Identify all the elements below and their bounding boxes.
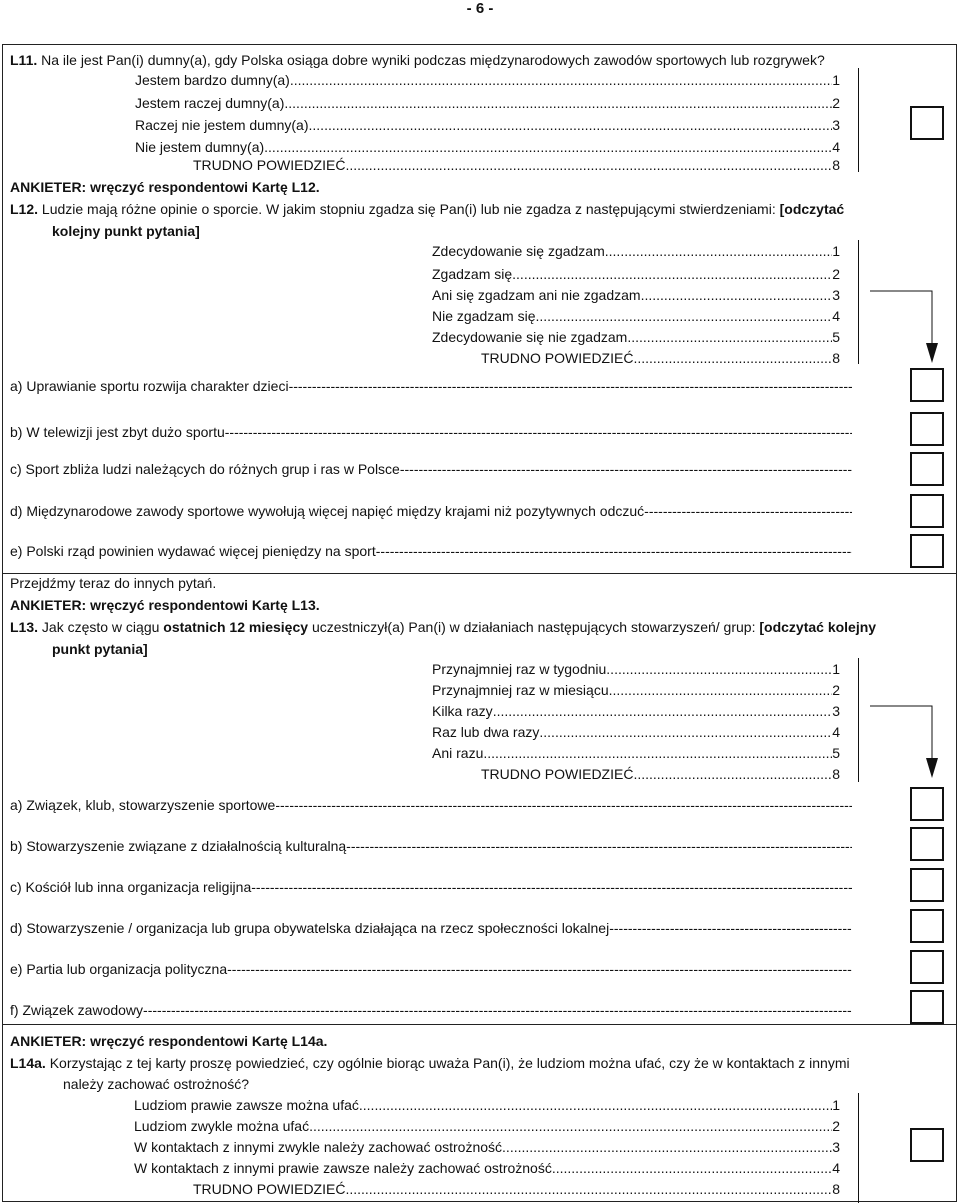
l12-item: b) W telewizji jest zbyt dużo sportu ----- [10, 424, 852, 440]
answer-box-l13-f[interactable] [910, 990, 944, 1024]
bracket-line [858, 1093, 859, 1203]
section-divider [2, 573, 957, 574]
l13-option: Ani razu ..... 5 [432, 745, 840, 761]
l13-instruction: ANKIETER: wręczyć respondentowi Kartę L13. [10, 597, 320, 613]
l14a-question-text: Korzystając z tej karty proszę powiedzieć, czy ogólnie biorąc uważa Pan(i), że ludziom można ufać, czy że w kontaktach z innymi [49, 1055, 850, 1071]
l14a-option: W kontaktach z innymi prawie zawsze należy zachować ostrożność ..... 4 [134, 1160, 840, 1176]
l12-item: d) Międzynarodowe zawody sportowe wywołują więcej napięć między krajami niż pozytywnych odczuć ----- [10, 503, 852, 519]
l12-item: c) Sport zbliża ludzi należących do różnych grup i ras w Polsce ----- [10, 461, 852, 477]
l11-option: TRUDNO POWIEDZIEĆ ..... 8 [193, 157, 840, 173]
answer-box-l12-c[interactable] [910, 452, 944, 486]
down-arrow-icon [858, 285, 948, 365]
l12-option: Zgadzam się ..... 2 [432, 266, 840, 282]
l12-option: Zdecydowanie się nie zgadzam ..... 5 [432, 329, 840, 345]
transition-text: Przejdźmy teraz do innych pytań. [10, 575, 217, 591]
answer-box-l12-e[interactable] [910, 534, 944, 568]
l11-number: L11. [10, 52, 38, 68]
answer-box-l12-d[interactable] [910, 494, 944, 528]
answer-box-l13-c[interactable] [910, 868, 944, 902]
l12-option: Nie zgadzam się ..... 4 [432, 308, 840, 324]
l13-item: f) Związek zawodowy ----- [10, 1002, 852, 1018]
l11-option: Jestem raczej dumny(a) ..... 2 [135, 95, 840, 111]
l12-option: TRUDNO POWIEDZIEĆ ..... 8 [481, 350, 840, 366]
l13-question-bold: ostatnich 12 miesięcy [163, 619, 309, 635]
l11-option: Jestem bardzo dumny(a) ..... 1 [135, 72, 840, 88]
l12-number: L12. [10, 201, 39, 217]
l11-option: Nie jestem dumny(a) ..... 4 [135, 139, 840, 155]
answer-box-l13-a[interactable] [910, 787, 944, 821]
answer-box-l13-e[interactable] [910, 950, 944, 984]
l11-question-text: Na ile jest Pan(i) dumny(a), gdy Polska osiąga dobre wyniki podczas międzynarodowych zawodów sportowych lub rozgrywek? [41, 52, 825, 68]
bracket-line [858, 68, 859, 172]
l13-option: Przynajmniej raz w miesiącu ..... 2 [432, 682, 840, 698]
l13-item: b) Stowarzyszenie związane z działalnością kulturalną ----- [10, 838, 852, 854]
down-arrow-icon [858, 700, 948, 780]
answer-box-l11[interactable] [910, 106, 944, 140]
l12-option: Zdecydowanie się zgadzam ..... 1 [432, 243, 840, 259]
l13-option: Przynajmniej raz w tygodniu ..... 1 [432, 661, 840, 677]
l13-question-line2: punkt pytania] [52, 641, 148, 657]
l12-question-bold: [odczytać [779, 201, 845, 217]
l13-question-a: Jak często w ciągu [41, 619, 160, 635]
answer-box-l14a[interactable] [910, 1128, 944, 1162]
l12-item: a) Uprawianie sportu rozwija charakter dzieci ----- [10, 378, 852, 394]
l13-item: a) Związek, klub, stowarzyszenie sportowe ----- [10, 797, 852, 813]
l13-item: c) Kościół lub inna organizacja religijna ----- [10, 879, 852, 895]
l14a-option: TRUDNO POWIEDZIEĆ ..... 8 [193, 1181, 840, 1197]
l11-question [10, 52, 825, 68]
l11-option: Raczej nie jestem dumny(a) ..... 3 [135, 117, 840, 133]
l14a-question [10, 1055, 850, 1071]
l13-number: L13. [10, 619, 39, 635]
answer-box-l12-b[interactable] [910, 412, 944, 446]
l12-question-line2: kolejny punkt pytania] [52, 223, 200, 239]
l14a-number: L14a. [10, 1055, 46, 1071]
answer-box-l13-d[interactable] [910, 909, 944, 943]
l13-option: TRUDNO POWIEDZIEĆ ..... 8 [481, 766, 840, 782]
l13-question [10, 619, 876, 635]
l11-instruction: ANKIETER: wręczyć respondentowi Kartę L12. [10, 179, 320, 195]
l14a-option: W kontaktach z innymi zwykle należy zachować ostrożność ..... 3 [134, 1139, 840, 1155]
l13-item: e) Partia lub organizacja polityczna ----- [10, 961, 852, 977]
l12-item: e) Polski rząd powinien wydawać więcej pieniędzy na sport ----- [10, 543, 852, 559]
l14a-instruction: ANKIETER: wręczyć respondentowi Kartę L14a. [10, 1033, 328, 1049]
answer-box-l12-a[interactable] [910, 368, 944, 402]
l12-option: Ani się zgadzam ani nie zgadzam ..... 3 [432, 287, 840, 303]
l13-question-bold2: [odczytać kolejny [759, 619, 877, 635]
l13-item: d) Stowarzyszenie / organizacja lub grupa obywatelska działająca na rzecz społeczności lokalnej ----- [10, 920, 852, 936]
section-divider [2, 1024, 957, 1025]
l13-question-b: uczestniczył(a) Pan(i) w działaniach następujących stowarzyszeń/ grup: [311, 619, 756, 635]
l13-option: Kilka razy ..... 3 [432, 703, 840, 719]
l14a-option: Ludziom prawie zawsze można ufać ..... 1 [134, 1097, 840, 1113]
l12-question [10, 201, 844, 217]
l13-option: Raz lub dwa razy ..... 4 [432, 724, 840, 740]
l14a-question-line2: należy zachować ostrożność? [63, 1076, 249, 1092]
l12-question-text: W jakim stopniu zgadza się Pan(i) lub nie zgadza z następującymi stwierdzeniami: [266, 201, 776, 217]
page-number: - 6 - [466, 0, 494, 17]
l12-question-lead: Ludzie mają różne opinie o sporcie. [41, 201, 263, 217]
l14a-option: Ludziom zwykle można ufać ..... 2 [134, 1118, 840, 1134]
answer-box-l13-b[interactable] [910, 827, 944, 861]
